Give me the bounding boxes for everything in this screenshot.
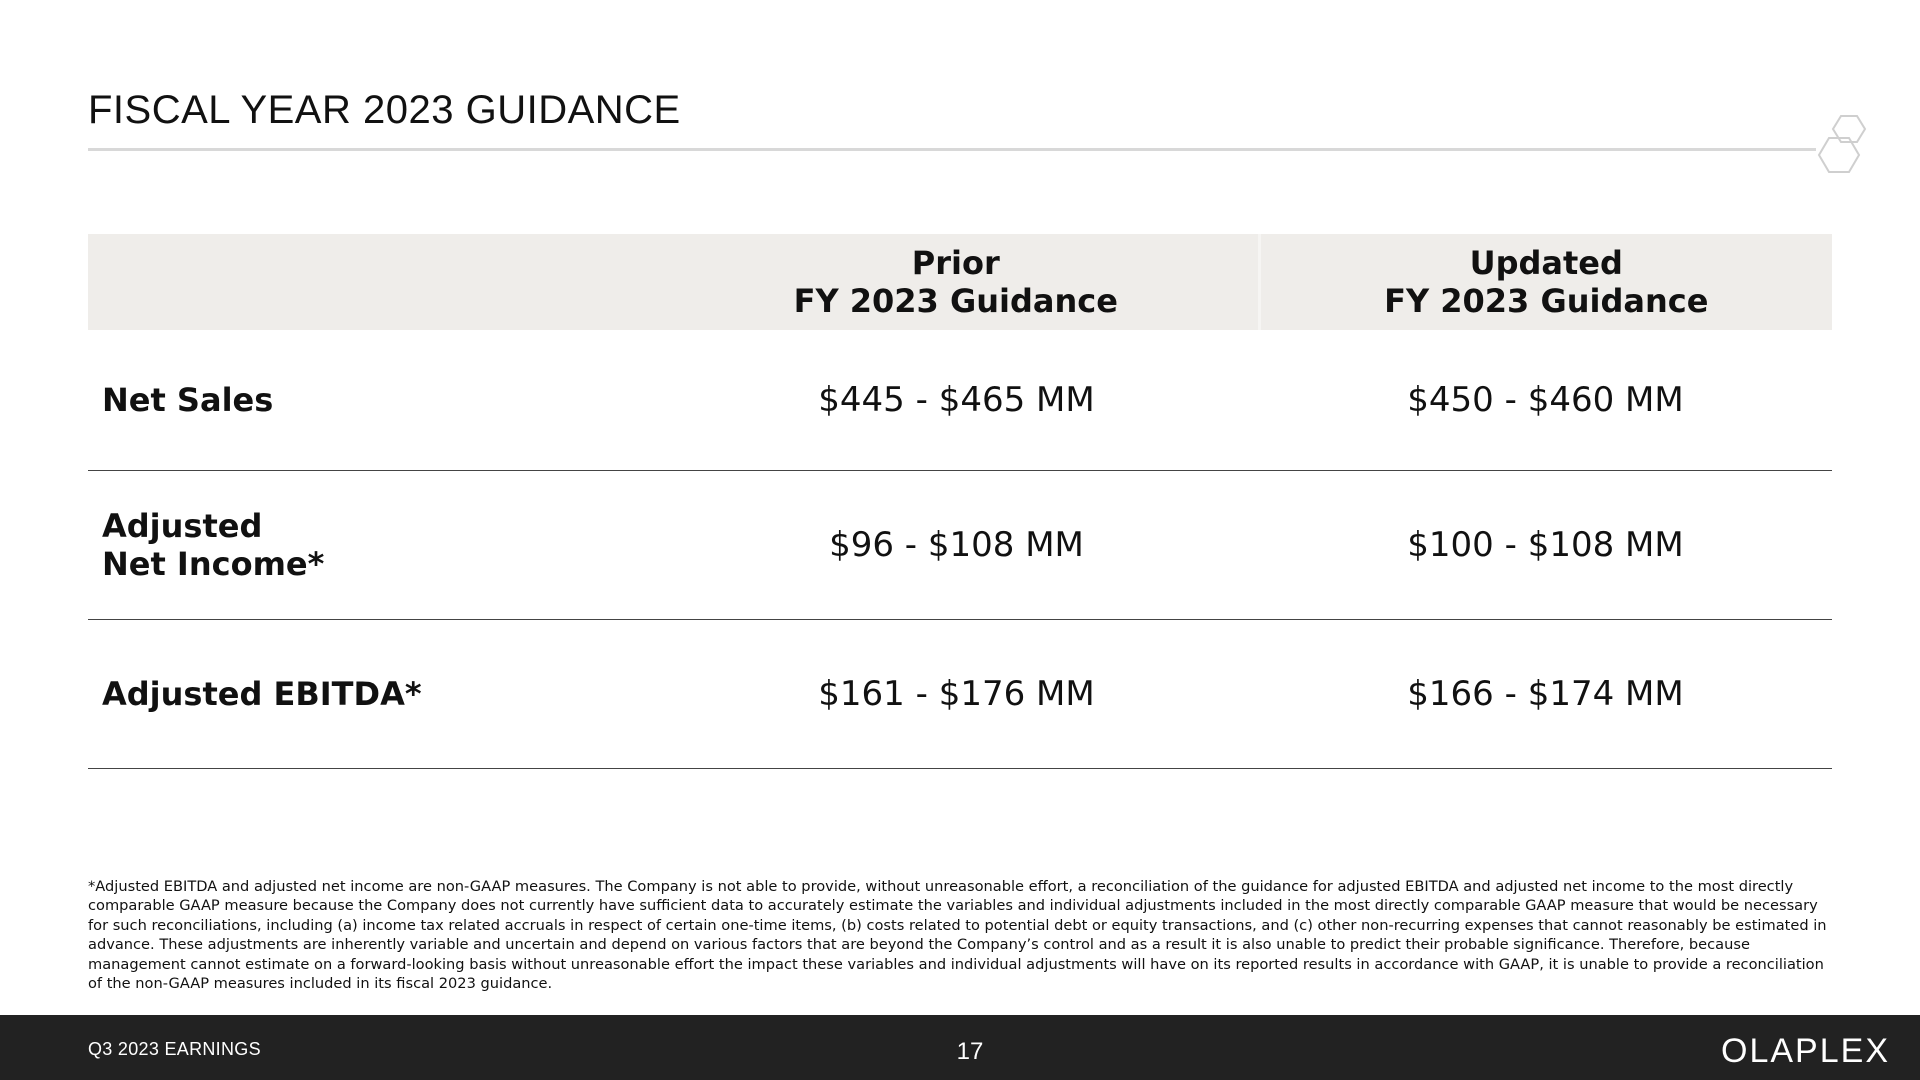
row-label-adjusted-net-income: [88, 471, 654, 620]
header-prior-line1: Prior: [911, 244, 1000, 282]
guidance-table: [88, 234, 1832, 769]
page-title: FISCAL YEAR 2023 GUIDANCE: [88, 88, 681, 132]
table-row: [88, 471, 1832, 620]
net-sales-prior-value: $445 - $465 MM: [654, 330, 1259, 471]
row-label-text: Adjusted: [102, 507, 263, 545]
header-updated-line1: Updated: [1469, 244, 1623, 282]
row-label-text-line2: Net Income*: [102, 545, 325, 583]
header-empty-cell: [88, 234, 654, 330]
header-prior-line2: FY 2023 Guidance: [793, 282, 1118, 320]
net-sales-updated-value: $450 - $460 MM: [1259, 330, 1832, 471]
adjusted-ebitda-prior-value: $161 - $176 MM: [654, 620, 1259, 769]
header-updated-guidance: [1259, 234, 1832, 330]
row-label-text: Adjusted EBITDA*: [102, 675, 422, 713]
brand-logo: OLAPLEX: [1721, 1032, 1890, 1070]
adjusted-ebitda-updated-value: $166 - $174 MM: [1259, 620, 1832, 769]
row-label-adjusted-ebitda: [88, 620, 654, 769]
table-row: [88, 330, 1832, 471]
adjusted-net-income-prior-value: $96 - $108 MM: [654, 471, 1259, 620]
non-gaap-footnote: *Adjusted EBITDA and adjusted net income are non-GAAP measures. The Company is not able to provide, without unreasonable effort, a reconciliation of the guidance for adjusted EBITDA and adjusted net income to the most directly comparable GAAP measure because the Company does not currently have sufficient data to accurately estimate the variables and individual adjustments included in the most directly comparable GAAP measure that would be necessary for such reconciliations, including (a) income tax related accruals in respect of certain one-time items, (b) costs related to potential debt or equity transactions, and (c) other non-recurring expenses that cannot reasonably be estimated in advance. These adjustments are inherently variable and uncertain and depend on various factors that are beyond the Company’s control and as a result it is also unable to predict their probable significance. Therefore, because management cannot estimate on a forward-looking basis without unreasonable effort the impact these variables and individual adjustments will have on its reported results in accordance with GAAP, it is unable to provide a reconciliation of the non-GAAP measures included in its fiscal 2023 guidance.: [88, 878, 1827, 993]
row-label-text: Net Sales: [102, 381, 274, 419]
table-header-row: [88, 234, 1832, 330]
page-number: 17: [956, 1038, 984, 1065]
table-row: [88, 620, 1832, 769]
header-prior-guidance: [654, 234, 1259, 330]
adjusted-net-income-updated-value: $100 - $108 MM: [1259, 471, 1832, 620]
row-label-net-sales: [88, 330, 654, 471]
hexagon-icon: [1806, 112, 1870, 178]
title-divider: [88, 148, 1816, 151]
footer-label: Q3 2023 EARNINGS: [88, 1039, 261, 1059]
header-updated-line2: FY 2023 Guidance: [1384, 282, 1709, 320]
